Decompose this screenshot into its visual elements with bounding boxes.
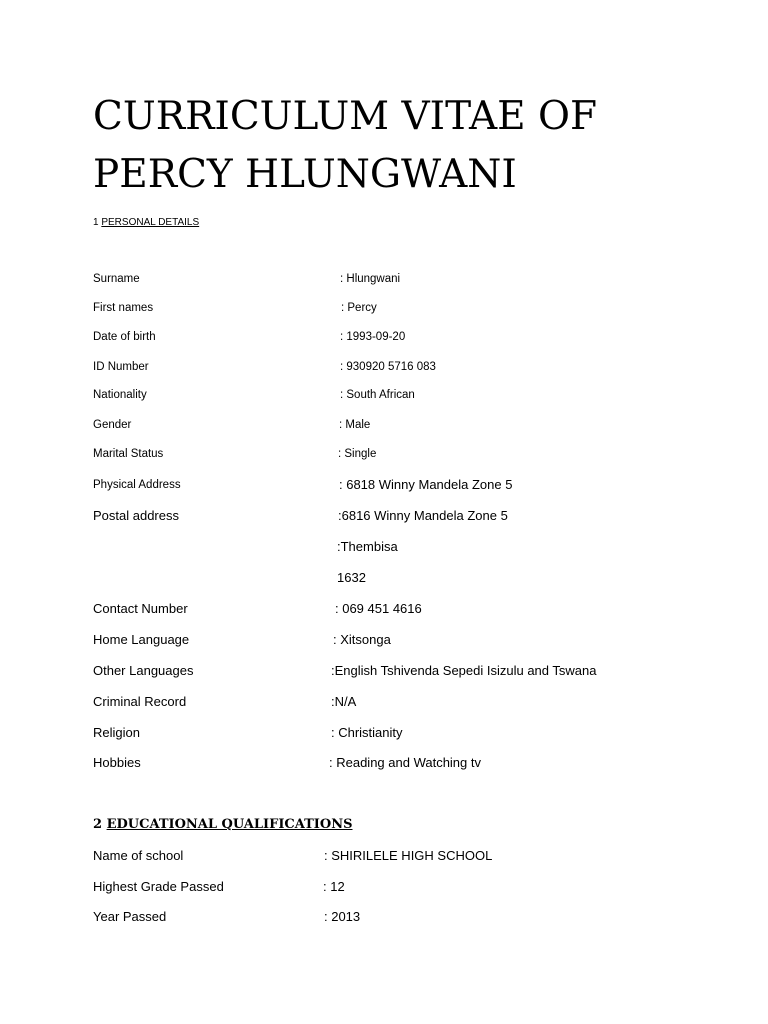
- id-value: : 930920 5716 083: [340, 361, 436, 373]
- first-names-label: First names: [93, 302, 154, 314]
- hobbies-label: Hobbies: [93, 755, 141, 770]
- school-value: : SHIRILELE HIGH SCHOOL: [324, 848, 493, 863]
- marital-value: : Single: [338, 448, 377, 460]
- criminal-record-value: :N/A: [331, 694, 357, 709]
- section-2-title: EDUCATIONAL QUALIFICATIONS: [106, 817, 353, 832]
- nationality-value: : South African: [340, 389, 415, 401]
- surname-value: : Hlungwani: [340, 273, 401, 285]
- physical-address-value: : 6818 Winny Mandela Zone 5: [339, 477, 513, 492]
- year-label: Year Passed: [93, 909, 167, 924]
- other-languages-value: :English Tshivenda Sepedi Isizulu and Tswana: [331, 663, 597, 678]
- grade-label: Highest Grade Passed: [93, 879, 224, 894]
- gender-label: Gender: [93, 419, 132, 431]
- physical-address-label: Physical Address: [93, 479, 181, 491]
- first-names-value: : Percy: [341, 302, 377, 314]
- year-value: : 2013: [324, 909, 361, 924]
- gender-value: : Male: [339, 419, 371, 431]
- grade-value: : 12: [323, 879, 345, 894]
- marital-label: Marital Status: [93, 448, 164, 460]
- hobbies-value: : Reading and Watching tv: [329, 755, 481, 770]
- postal-address-value-1: :6816 Winny Mandela Zone 5: [338, 508, 508, 523]
- other-languages-label: Other Languages: [93, 663, 194, 678]
- religion-value: : Christianity: [331, 725, 403, 740]
- postal-address-value-2: :Thembisa: [337, 539, 398, 554]
- surname-label: Surname: [93, 273, 140, 285]
- postal-address-value-3: 1632: [337, 570, 366, 585]
- home-language-value: : Xitsonga: [333, 632, 391, 647]
- dob-label: Date of birth: [93, 331, 156, 343]
- id-label: ID Number: [93, 361, 149, 373]
- contact-number-label: Contact Number: [93, 601, 188, 616]
- section-1-number: 1: [93, 217, 99, 228]
- nationality-label: Nationality: [93, 389, 147, 401]
- criminal-record-label: Criminal Record: [93, 694, 187, 709]
- section-2-heading: [93, 817, 353, 832]
- dob-value: : 1993-09-20: [340, 331, 406, 343]
- home-language-label: Home Language: [93, 632, 190, 647]
- section-2-number: 2: [93, 817, 103, 832]
- title-line-1: CURRICULUM VITAE OF: [93, 94, 598, 139]
- section-1-heading: [93, 217, 199, 228]
- title-line-2: PERCY HLUNGWANI: [93, 152, 517, 197]
- contact-number-value: : 069 451 4616: [335, 601, 422, 616]
- section-1-title: PERSONAL DETAILS: [101, 217, 200, 228]
- school-label: Name of school: [93, 848, 184, 863]
- religion-label: Religion: [93, 725, 140, 740]
- postal-address-label: Postal address: [93, 508, 179, 523]
